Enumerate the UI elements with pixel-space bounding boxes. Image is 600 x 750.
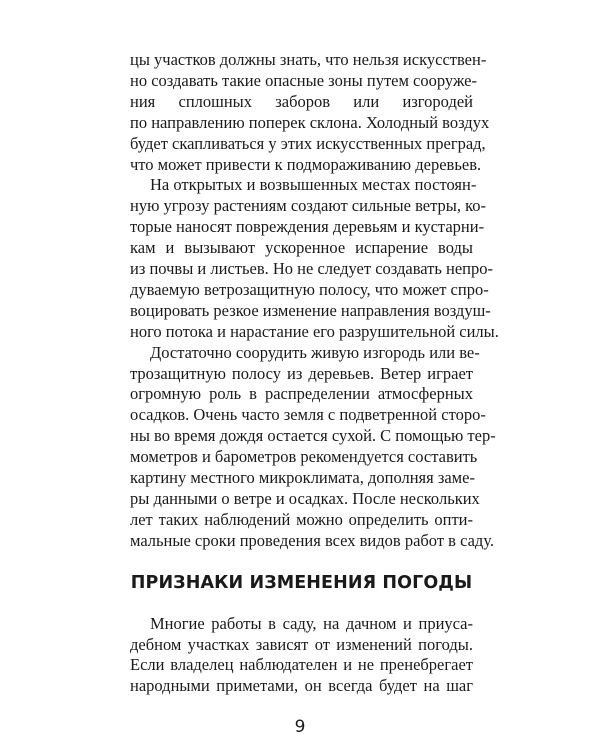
text-line: дуваемую ветрозащитную полосу, что может спро- (130, 279, 489, 299)
text-line: цы участков должны знать, что нельзя искусствен- (130, 50, 487, 69)
text-line: что может привести к подмораживанию деревьев. (130, 154, 482, 174)
text-line: лет таких наблюдений можно определить опти- (130, 509, 473, 529)
text-line: огромную роль в распределении атмосферных (130, 384, 473, 404)
text-line: ния сплошных заборов или изгородей (130, 91, 473, 111)
text-line: ного потока и нарастание его разрушительной силы. (130, 321, 499, 341)
section-heading: ПРИЗНАКИ ИЗМЕНЕНИЯ ПОГОДЫ (130, 572, 473, 593)
text-line: ны во время дождя остается сухой. С помощью тер- (130, 426, 496, 446)
text-line: ную угрозу растениям создают сильные ветры, ко- (130, 196, 487, 216)
text-line: Достаточно соорудить живую изгородь или ве- (150, 342, 480, 362)
text-line: воцировать резкое изменение направления воздуш- (130, 300, 491, 320)
text-line: картину местного микроклимата, дополняя заме- (130, 468, 475, 487)
text-line: дебном участках зависят от изменений погоды. (130, 634, 473, 654)
text-line: мометров и барометров рекомендуется составить (130, 447, 478, 467)
text-line: трозащитную полосу из деревьев. Ветер играет (130, 363, 473, 383)
text-line: осадков. Очень часто земля с подветренной сторо- (130, 405, 486, 425)
text-line: На открытых и возвышенных местах постоян- (150, 175, 477, 195)
text-line: Многие работы в саду, на дачном и приуса- (150, 613, 473, 633)
text-line: мальные сроки проведения всех видов работ в саду. (130, 530, 495, 550)
text-line: торые наносят повреждения деревьям и кустарни- (130, 217, 485, 237)
text-line: но создавать такие опасные зоны путем сооруже- (130, 70, 477, 90)
text-line: ры данными о ветре и осадках. После нескольких (130, 488, 480, 508)
page-number: 9 (294, 717, 306, 738)
text-line: будет скапливаться у этих искусственных преград, (130, 133, 486, 153)
text-line: из почвы и листьев. Но не следует создавать непро- (130, 259, 494, 278)
text-line: народными приметами, он всегда будет на шаг (130, 676, 473, 696)
text-line: Если владелец наблюдателен и не пренебрегает (130, 655, 473, 675)
text-line: по направлению поперек склона. Холодный воздух (130, 112, 490, 132)
text-line: кам и вызывают ускоренное испарение воды (130, 238, 473, 258)
